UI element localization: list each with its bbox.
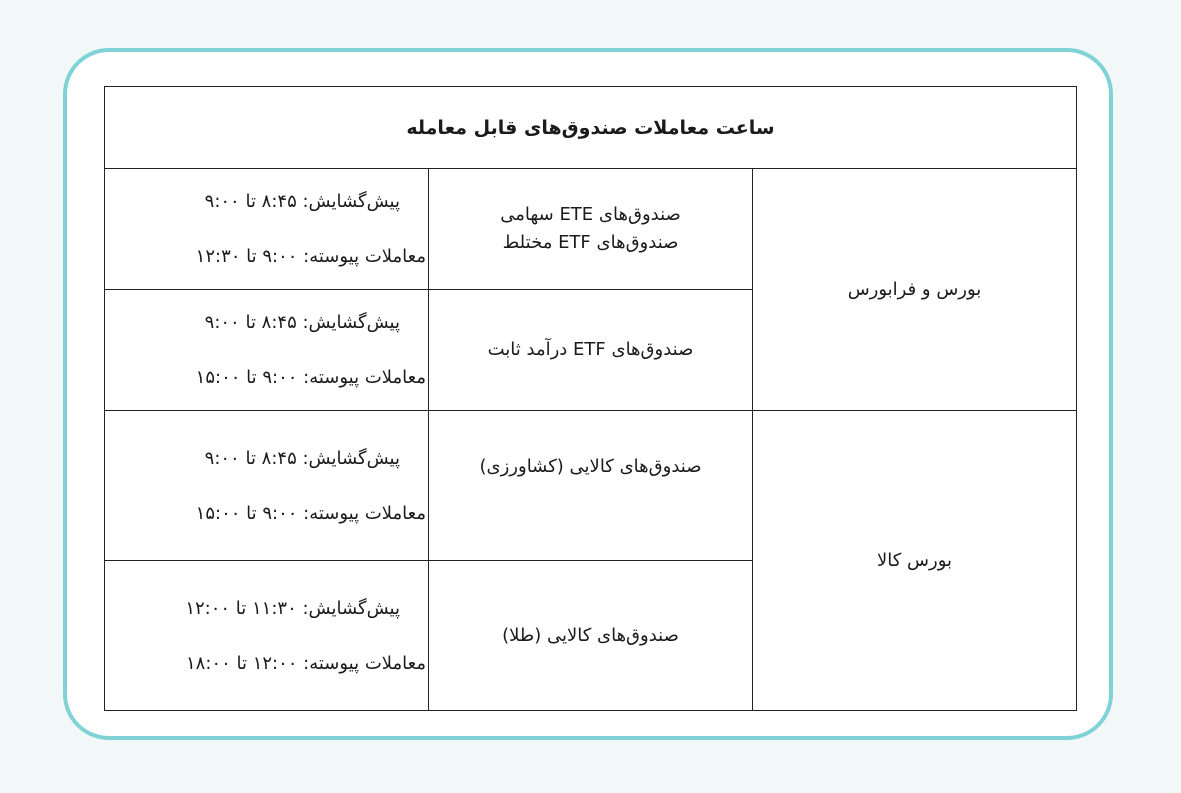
fund-label-agriculture: صندوق‌های کالایی (کشاورزی) [479, 456, 702, 477]
pre-open-time: پیش‌گشایش: ۸:۴۵ تا ۹:۰۰ [204, 312, 400, 333]
pre-open-time: پیش‌گشایش: ۱۱:۳۰ تا ۱۲:۰۰ [185, 597, 400, 619]
table-title: ساعت معاملات صندوق‌های قابل معامله [105, 87, 1077, 169]
fund-label-mixed: صندوق‌های ETF مختلط [502, 232, 679, 253]
fund-label-fixed-income: صندوق‌های ETF درآمد ثابت [487, 339, 694, 360]
pre-open-time: پیش‌گشایش: ۸:۴۵ تا ۹:۰۰ [204, 191, 400, 212]
fund-cell [429, 411, 753, 561]
fund-label-gold: صندوق‌های کالایی (طلا) [502, 624, 679, 646]
fund-cell [429, 290, 753, 411]
continuous-trading-time: معاملات پیوسته: ۹:۰۰ تا ۱۵:۰۰ [195, 367, 426, 388]
times-cell [105, 290, 429, 411]
fund-label-equity: صندوق‌های ETE سهامی [500, 204, 681, 225]
times-cell [105, 561, 429, 711]
market-commodity: بورس کالا [753, 411, 1077, 711]
continuous-trading-time: معاملات پیوسته: ۱۲:۰۰ تا ۱۸:۰۰ [186, 652, 426, 674]
table-row [105, 169, 1077, 290]
table-row [105, 411, 1077, 561]
continuous-trading-time: معاملات پیوسته: ۹:۰۰ تا ۱۲:۳۰ [195, 246, 426, 267]
fund-cell [429, 561, 753, 711]
continuous-trading-time: معاملات پیوسته: ۹:۰۰ تا ۱۵:۰۰ [195, 502, 426, 524]
trading-hours-table [104, 86, 1077, 711]
market-bourse-farabourse: بورس و فرابورس [753, 169, 1077, 411]
times-cell [105, 411, 429, 561]
fund-cell [429, 169, 753, 290]
pre-open-time: پیش‌گشایش: ۸:۴۵ تا ۹:۰۰ [204, 447, 400, 469]
times-cell [105, 169, 429, 290]
